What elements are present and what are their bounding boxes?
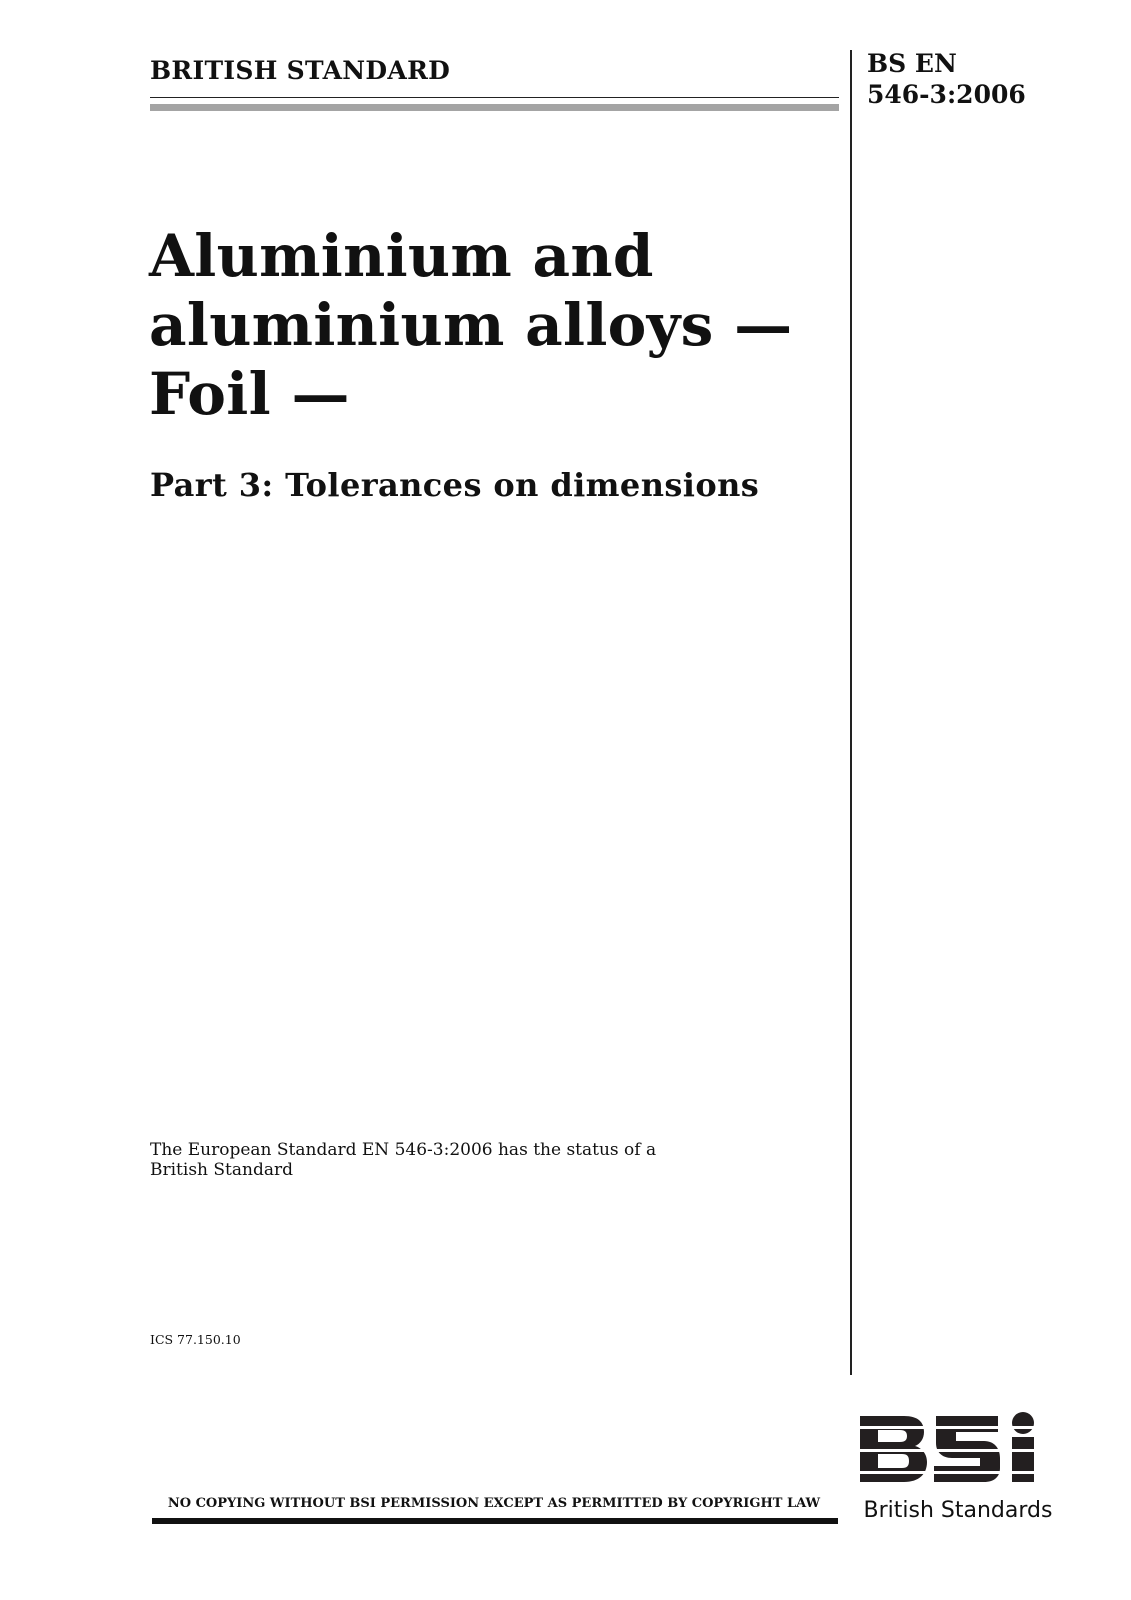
header-rule-thin: [150, 97, 839, 98]
document-number: [867, 48, 1026, 110]
series-label: BRITISH STANDARD: [150, 56, 451, 85]
copyright-notice: NO COPYING WITHOUT BSI PERMISSION EXCEPT AS PERMITTED BY COPYRIGHT LAW: [167, 1496, 821, 1511]
bsi-logo: [860, 1410, 1056, 1526]
document-number-line2: 546-3:2006: [867, 80, 1026, 109]
header-rule-thick: [150, 104, 839, 111]
bsi-logo-caption: British Standards: [863, 1498, 1053, 1523]
part-subtitle: Part 3: Tolerances on dimensions: [150, 466, 760, 504]
footer-rule: [152, 1518, 838, 1524]
title-line-2: aluminium alloys —: [149, 291, 793, 359]
title-line-1: Aluminium and: [149, 222, 654, 290]
document-title: [149, 222, 792, 429]
vertical-divider: [850, 50, 852, 1375]
title-line-3: Foil —: [149, 360, 350, 428]
bsi-logo-icon: [860, 1410, 1056, 1494]
status-note-line1: The European Standard EN 546-3:2006 has the status of a: [150, 1140, 657, 1160]
status-note-line2: British Standard: [150, 1160, 293, 1180]
document-number-line1: BS EN: [867, 49, 957, 78]
status-note: [150, 1140, 656, 1180]
ics-code: ICS 77.150.10: [150, 1332, 241, 1347]
